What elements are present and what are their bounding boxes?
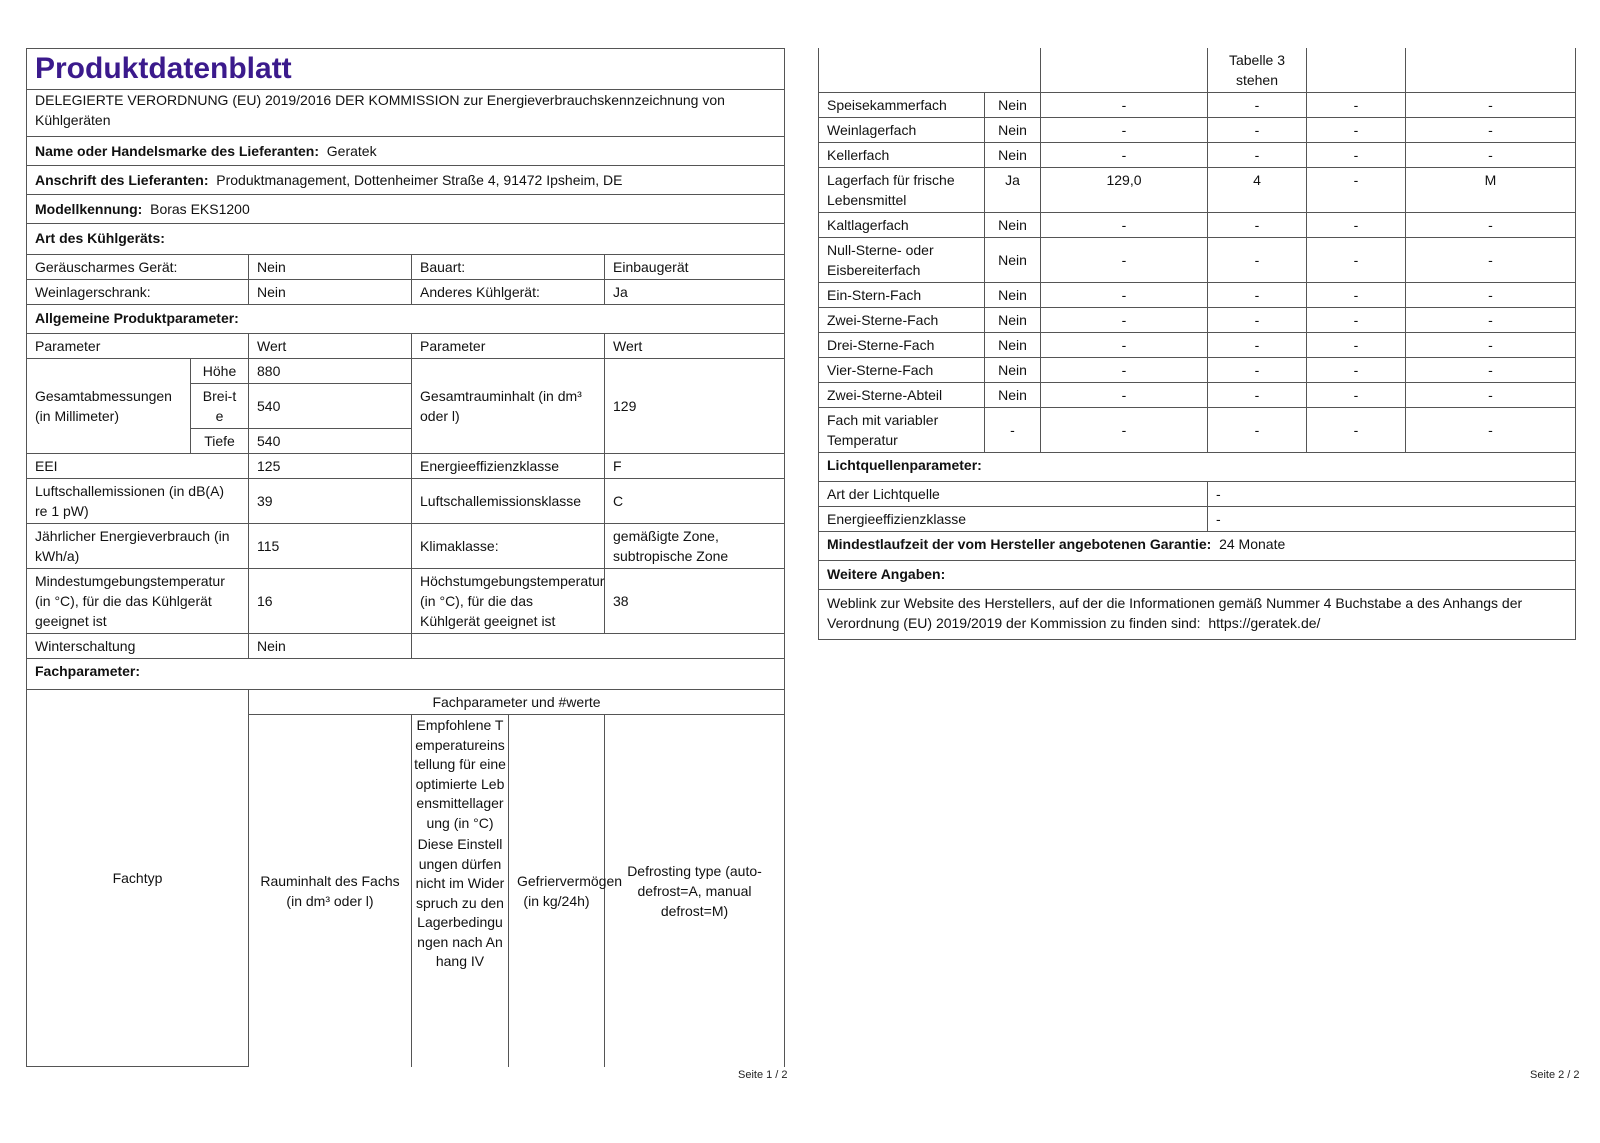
gp-value: F [605, 454, 785, 479]
compartment-type: Weinlagerfach [819, 118, 985, 143]
compartment-row [819, 93, 1576, 118]
cont-empty [819, 48, 1041, 93]
compartment-header-table [26, 689, 785, 1067]
model-label: Modellkennung: [35, 201, 143, 217]
light-value: - [1208, 482, 1576, 507]
compartment-volume: - [1041, 383, 1208, 408]
gp-value: 38 [605, 569, 785, 634]
compartment-type: Zwei-Sterne-Fach [819, 308, 985, 333]
supplier-address-value: Produktmanagement, Dottenheimer Straße 4, 91472 Ipsheim, DE [216, 172, 623, 188]
compartment-type: Lagerfach für frische Lebensmittel [819, 168, 985, 213]
type-row [27, 255, 785, 280]
gp-value: 16 [249, 569, 412, 634]
fp-col-type: Fachtyp [27, 690, 249, 1067]
compartment-row [819, 238, 1576, 283]
compartment-temp: - [1208, 333, 1307, 358]
volume-label: Gesamtrauminhalt (in dm³ oder l) [412, 359, 605, 454]
gp-header-row [27, 334, 785, 359]
compartment-freeze: - [1307, 238, 1406, 283]
compartment-volume: - [1041, 308, 1208, 333]
compartment-row [819, 213, 1576, 238]
compartment-row [819, 308, 1576, 333]
dimension-name: Brei-te [191, 384, 249, 429]
type-label: Anderes Kühlgerät: [412, 280, 605, 305]
compartment-freeze: - [1307, 333, 1406, 358]
compartment-temp: - [1208, 143, 1307, 168]
gp-param: Luftschallemissionen (in dB(A) re 1 pW) [27, 479, 249, 524]
light-value: - [1208, 507, 1576, 532]
dimension-value: 880 [249, 359, 412, 384]
gp-header-param2: Parameter [412, 334, 605, 359]
fp-col-volume: Rauminhalt des Fachs (in dm³ oder l) [249, 715, 412, 1067]
compartment-present: - [985, 408, 1041, 453]
light-row [819, 482, 1576, 507]
compartments-table [818, 48, 1576, 453]
compartment-defrost: - [1406, 383, 1576, 408]
compartment-freeze: - [1307, 143, 1406, 168]
type-value: Nein [249, 255, 412, 280]
gp-row [27, 479, 785, 524]
compartment-row [819, 408, 1576, 453]
compartment-type: Zwei-Sterne-Abteil [819, 383, 985, 408]
supplier-address-label: Anschrift des Lieferanten: [35, 172, 209, 188]
compartment-temp: - [1208, 283, 1307, 308]
light-table [818, 452, 1576, 640]
compartment-type: Vier-Sterne-Fach [819, 358, 985, 383]
compartment-row [819, 358, 1576, 383]
gp-row [27, 454, 785, 479]
compartment-volume: - [1041, 238, 1208, 283]
cont-empty [1406, 48, 1576, 93]
compartment-volume: - [1041, 358, 1208, 383]
compartment-temp: - [1208, 238, 1307, 283]
header-table [26, 48, 785, 255]
type-value: Einbaugerät [605, 255, 785, 280]
fp-col-temp-b: Diese Einstellungen dürfen nicht im Widerspruch zu den Lagerbedingungen nach Anhang IV [415, 836, 505, 969]
weblink-url[interactable]: https://geratek.de/ [1208, 615, 1321, 631]
compartment-volume: - [1041, 333, 1208, 358]
compartment-present: Nein [985, 93, 1041, 118]
dimension-value: 540 [249, 384, 412, 429]
compartment-defrost: - [1406, 213, 1576, 238]
compartment-defrost: - [1406, 358, 1576, 383]
compartment-heading: Fachparameter: [27, 659, 785, 690]
fp-col-defrost: Defrosting type (auto-defrost=A, manual defrost=M) [605, 715, 785, 1067]
dimension-name: Höhe [191, 359, 249, 384]
cont-empty [1041, 48, 1208, 93]
compartment-freeze: - [1307, 168, 1406, 213]
compartment-defrost: - [1406, 238, 1576, 283]
general-heading: Allgemeine Produktparameter: [27, 305, 785, 334]
fp-col-freeze: Gefriervermögen (in kg/24h) [509, 715, 605, 1067]
compartment-present: Nein [985, 283, 1041, 308]
supplier-name-label: Name oder Handelsmarke des Lieferanten: [35, 143, 319, 159]
page-1 [26, 48, 785, 1067]
compartment-volume: - [1041, 283, 1208, 308]
regulation-text: DELEGIERTE VERORDNUNG (EU) 2019/2016 DER KOMMISSION zur Energieverbrauchskennzeichnung von Kühlgeräten [27, 90, 785, 137]
compartment-defrost: M [1406, 168, 1576, 213]
compartment-row [819, 383, 1576, 408]
footer-page-2: Seite 2 / 2 [1530, 1069, 1580, 1081]
compartment-row [819, 118, 1576, 143]
gp-header-value: Wert [249, 334, 412, 359]
type-label: Bauart: [412, 255, 605, 280]
more-heading: Weitere Angaben: [819, 561, 1576, 590]
gp-value: 115 [249, 524, 412, 569]
gp-row [27, 524, 785, 569]
type-label: Geräuscharmes Gerät: [27, 255, 249, 280]
light-row [819, 507, 1576, 532]
supplier-name-value: Geratek [326, 143, 377, 159]
gp-param: Luftschallemissionsklasse [412, 479, 605, 524]
compartment-type: Fach mit variabler Temperatur [819, 408, 985, 453]
footer-page-1: Seite 1 / 2 [738, 1069, 788, 1081]
winter-label: Winterschaltung [27, 634, 249, 659]
compartment-row [819, 333, 1576, 358]
gp-param: Klimaklasse: [412, 524, 605, 569]
compartment-freeze: - [1307, 308, 1406, 333]
compartment-freeze: - [1307, 118, 1406, 143]
compartment-defrost: - [1406, 283, 1576, 308]
warranty-value: 24 Monate [1219, 536, 1286, 552]
compartment-volume: - [1041, 213, 1208, 238]
compartment-defrost: - [1406, 143, 1576, 168]
type-row [27, 280, 785, 305]
page-title: Produktdatenblatt [27, 49, 785, 90]
weblink-text: Weblink zur Website des Herstellers, auf der die Informationen gemäß Nummer 4 Buchstabe a des Anhangs der Verordnung (EU) 2019/2019 der Kommission zu finden sind: [827, 595, 1523, 631]
compartment-present: Nein [985, 213, 1041, 238]
compartment-volume: - [1041, 143, 1208, 168]
fp-col-temp-a: Empfohlene Temperatureinstellung für eine optimierte Lebensmittellagerung (in °C) [414, 717, 506, 831]
compartment-temp: - [1208, 93, 1307, 118]
warranty-label: Mindestlaufzeit der vom Hersteller angebotenen Garantie: [827, 536, 1212, 552]
winter-empty [412, 634, 785, 659]
weblink-cell [819, 590, 1576, 640]
compartment-freeze: - [1307, 383, 1406, 408]
model-value: Boras EKS1200 [150, 201, 250, 217]
fp-group-header: Fachparameter und #werte [249, 690, 785, 715]
compartment-freeze: - [1307, 93, 1406, 118]
compartment-defrost: - [1406, 333, 1576, 358]
gp-param: Höchstumgebungstemperatur (in °C), für die das Kühlgerät geeignet ist [412, 569, 605, 634]
compartment-row [819, 143, 1576, 168]
dimensions-label: Gesamtabmessungen (in Millimeter) [27, 359, 191, 454]
compartment-type: Speisekammerfach [819, 93, 985, 118]
compartment-type: Kaltlagerfach [819, 213, 985, 238]
type-heading: Art des Kühlgeräts: [27, 224, 785, 255]
compartment-type: Drei-Sterne-Fach [819, 333, 985, 358]
light-heading: Lichtquellenparameter: [819, 453, 1576, 482]
compartment-defrost: - [1406, 308, 1576, 333]
compartment-type: Null-Sterne- oder Eisbereiterfach [819, 238, 985, 283]
gp-header-param: Parameter [27, 334, 249, 359]
compartment-present: Nein [985, 118, 1041, 143]
compartment-freeze: - [1307, 213, 1406, 238]
compartment-volume: - [1041, 408, 1208, 453]
compartment-temp: - [1208, 213, 1307, 238]
type-value: Nein [249, 280, 412, 305]
page-2 [818, 48, 1576, 640]
gp-header-value2: Wert [605, 334, 785, 359]
compartment-freeze: - [1307, 358, 1406, 383]
cont-empty [1307, 48, 1406, 93]
type-label: Weinlagerschrank: [27, 280, 249, 305]
type-table [26, 254, 785, 334]
gp-row [27, 569, 785, 634]
compartment-present: Nein [985, 383, 1041, 408]
compartment-defrost: - [1406, 408, 1576, 453]
compartment-present: Nein [985, 333, 1041, 358]
compartment-defrost: - [1406, 118, 1576, 143]
gp-value: 125 [249, 454, 412, 479]
compartment-temp: - [1208, 308, 1307, 333]
light-label: Energieeffizienzklasse [819, 507, 1208, 532]
compartment-temp: 4 [1208, 168, 1307, 213]
dimension-name: Tiefe [191, 429, 249, 454]
continuation-text: Tabelle 3 stehen [1208, 48, 1307, 93]
compartment-volume: - [1041, 118, 1208, 143]
compartment-temp: - [1208, 118, 1307, 143]
winter-value: Nein [249, 634, 412, 659]
compartment-present: Nein [985, 308, 1041, 333]
compartment-present: Nein [985, 358, 1041, 383]
compartment-present: Ja [985, 168, 1041, 213]
general-params-table [26, 333, 785, 690]
compartment-temp: - [1208, 383, 1307, 408]
volume-value: 129 [605, 359, 785, 454]
light-label: Art der Lichtquelle [819, 482, 1208, 507]
gp-param: EEI [27, 454, 249, 479]
compartment-volume: - [1041, 93, 1208, 118]
compartment-type: Kellerfach [819, 143, 985, 168]
compartment-rows [819, 93, 1576, 453]
gp-value: gemäßigte Zone, subtropische Zone [605, 524, 785, 569]
dimension-value: 540 [249, 429, 412, 454]
compartment-volume: 129,0 [1041, 168, 1208, 213]
gp-param: Energieeffizienzklasse [412, 454, 605, 479]
gp-value: C [605, 479, 785, 524]
compartment-freeze: - [1307, 283, 1406, 308]
compartment-type: Ein-Stern-Fach [819, 283, 985, 308]
compartment-temp: - [1208, 358, 1307, 383]
compartment-row [819, 168, 1576, 213]
compartment-present: Nein [985, 238, 1041, 283]
compartment-present: Nein [985, 143, 1041, 168]
compartment-defrost: - [1406, 93, 1576, 118]
compartment-row [819, 283, 1576, 308]
compartment-temp: - [1208, 408, 1307, 453]
gp-param: Jährlicher Energieverbrauch (in kWh/a) [27, 524, 249, 569]
type-value: Ja [605, 280, 785, 305]
gp-value: 39 [249, 479, 412, 524]
gp-param: Mindestumgebungstemperatur (in °C), für die das Kühlgerät geeignet ist [27, 569, 249, 634]
winter-row [27, 634, 785, 659]
fp-col-temp [412, 715, 509, 1067]
compartment-freeze: - [1307, 408, 1406, 453]
